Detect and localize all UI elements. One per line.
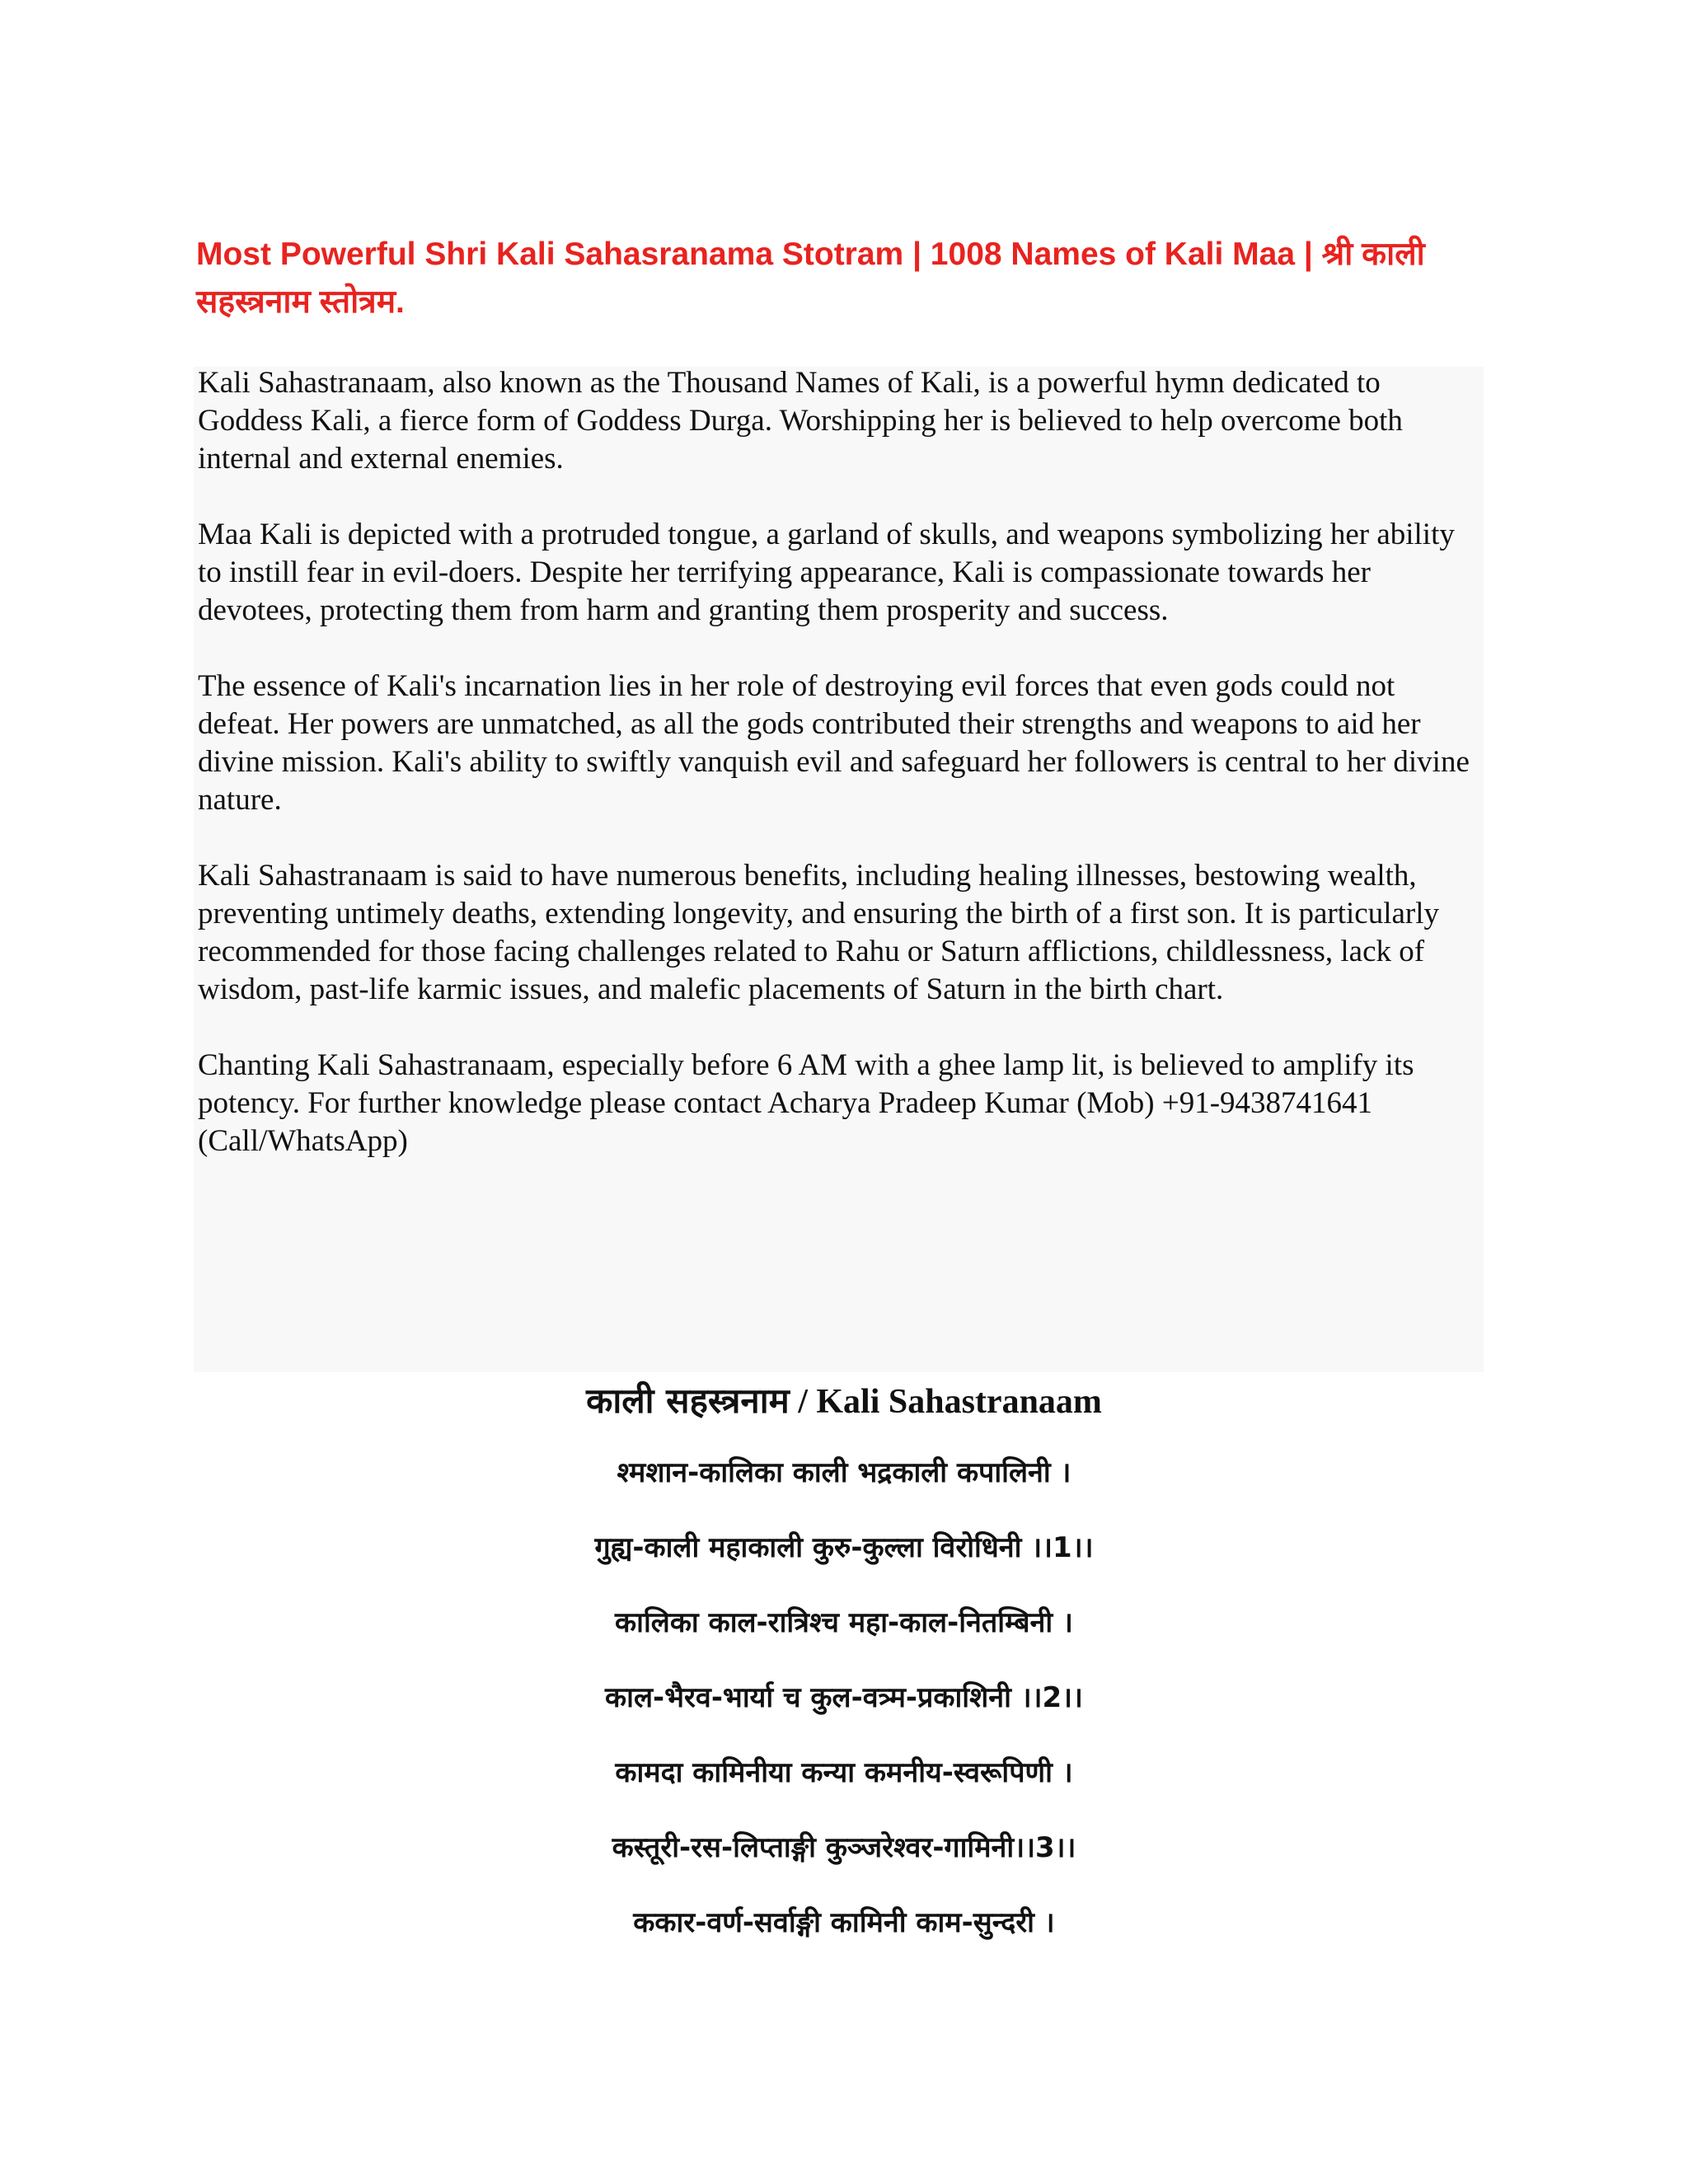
intro-section: [198, 364, 1484, 1198]
verse-line: श्मशान-कालिका काली भद्रकाली कपालिनी ।: [617, 1456, 1071, 1489]
intro-paragraph: The essence of Kali's incarnation lies in her role of destroying evil forces that even gods could not defeat. Her powers are unmatched, as all the gods contributed their strengths and weapons to aid her divine mission. Kali's ability to swiftly vanquish evil and safeguard her followers is central to her divine nature.: [198, 669, 1470, 817]
stotram-heading-english: Kali Sahastranaam: [816, 1383, 1102, 1421]
intro-paragraph: Chanting Kali Sahastranaam, especially before 6 AM with a ghee lamp lit, is believed to amplify its potency. For further knowledge please contact Acharya Pradeep Kumar (Mob) +91-9438741641 (Call/WhatsApp): [198, 1048, 1414, 1158]
intro-paragraph: Maa Kali is depicted with a protruded tongue, a garland of skulls, and weapons symbolizing her ability to instill fear in evil-doers. Despite her terrifying appearance, Kali is compassionate towards her devotees, protecting them from harm and granting them prosperity and success.: [198, 518, 1455, 627]
stotram-heading-separator: /: [789, 1383, 817, 1421]
stotram-section: [0, 1372, 1688, 1979]
verse-line: ककार-वर्ण-सर्वाङ्गी कामिनी काम-सुन्दरी ।: [633, 1906, 1055, 1939]
verse-line: कस्तूरी-रस-लिप्ताङ्गी कुञ्जरेश्वर-गामिनी।।3।।: [612, 1831, 1076, 1864]
verse-line: कामदा कामिनीया कन्या कमनीय-स्वरूपिणी ।: [615, 1756, 1073, 1789]
verse-line: काल-भैरव-भार्या च कुल-वत्र्म-प्रकाशिनी ।।2।।: [605, 1681, 1083, 1714]
verse-line: कालिका काल-रात्रिश्च महा-काल-नितम्बिनी ।: [615, 1606, 1073, 1639]
stotram-heading: [0, 1372, 1688, 1431]
stotram-heading-hindi: काली सहस्त्रनाम: [586, 1380, 790, 1421]
verse-line: गुह्य-काली महाकाली कुरु-कुल्ला विरोधिनी ।।1।।: [594, 1531, 1094, 1564]
intro-paragraph: Kali Sahastranaam is said to have numerous benefits, including healing illnesses, bestowing wealth, preventing untimely deaths, extending longevity, and ensuring the birth of a first son. It is particularly recommended for those facing challenges related to Rahu or Saturn afflictions, childlessness, lack of wisdom, past-life karmic issues, and malefic placements of Saturn in the birth chart.: [198, 859, 1440, 1006]
intro-paragraph: Kali Sahastranaam, also known as the Thousand Names of Kali, is a powerful hymn dedicated to Goddess Kali, a fierce form of Goddess Durga. Worshipping her is believed to help overcome both internal and external enemies.: [198, 366, 1403, 476]
page-title: Most Powerful Shri Kali Sahasranama Stotram | 1008 Names of Kali Maa | श्री काली सहस्त्रनाम स्तोत्रम.: [196, 237, 1425, 320]
